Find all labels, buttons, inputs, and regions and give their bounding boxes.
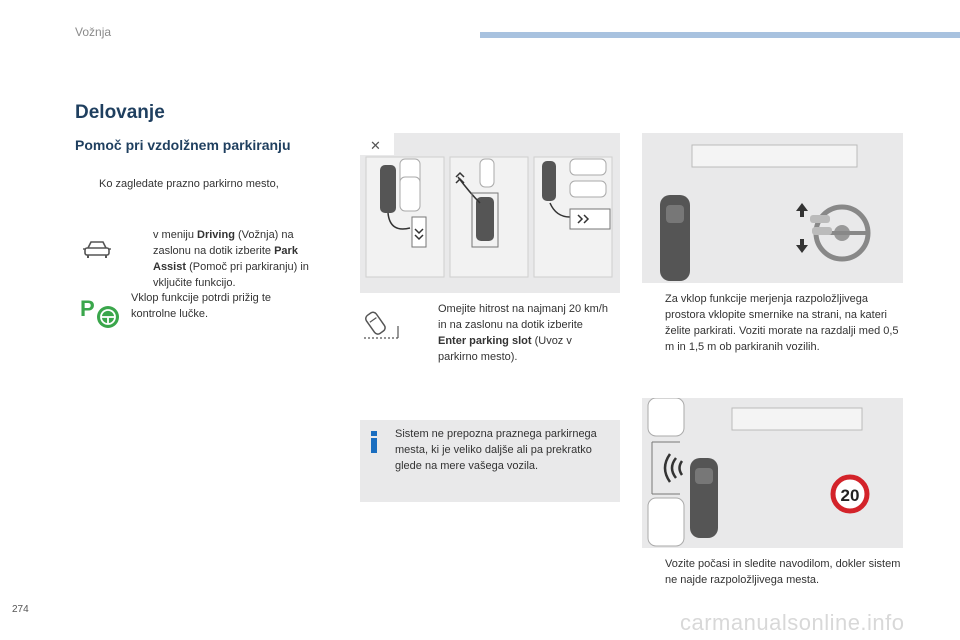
speed-sign-value: 20 bbox=[840, 486, 860, 505]
close-icon: ✕ bbox=[370, 139, 381, 154]
info-text: Sistem ne prepozna praznega parkirnega mesta, ki je veliko daljše ali pa prekratko glede na mere vašega vozila. bbox=[395, 428, 597, 472]
step-5-text: Vozite počasi in sledite navodilom, dokler sistem ne najde razpoložljivega mesta. bbox=[665, 558, 901, 586]
menu-enter-parking-slot: Enter parking slot bbox=[438, 335, 532, 347]
step-2-note: Vklop funkcije potrdi prižig te kontrolne lučke. bbox=[131, 292, 272, 320]
svg-text:P: P bbox=[80, 296, 95, 321]
parking-steps-diagram bbox=[360, 133, 620, 293]
car-menu-icon bbox=[82, 238, 112, 265]
page-title: Delovanje bbox=[75, 102, 165, 123]
menu-driving: Driving bbox=[197, 229, 235, 241]
watermark: carmanualsonline.info bbox=[680, 610, 905, 635]
parking-sensor-icon bbox=[362, 310, 404, 347]
header-bar bbox=[480, 32, 960, 38]
park-assist-warning-icon bbox=[80, 296, 122, 335]
section-header: Vožnja bbox=[75, 25, 112, 39]
step-1-text: Ko zagledate prazno parkirno mesto, bbox=[99, 178, 279, 190]
step-4-text: Za vklop funkcije merjenja razpoložljivega prostora vklopite smernike na strani, na kateri želite parkirati. Voziti morate na razdalji med 0,5 m in 1,5 m ob parkiranih vozilih. bbox=[665, 293, 899, 353]
turn-signal-diagram bbox=[642, 133, 903, 283]
sensor-scan-diagram bbox=[642, 398, 903, 548]
step-2-text: v meniju Driving (Vožnja) na zaslonu na dotik izberite Park Assist (Pomoč pri parkiranju) in vključite funkcijo. bbox=[153, 229, 309, 289]
info-icon bbox=[366, 430, 382, 454]
info-box bbox=[360, 420, 620, 502]
page-number: 274 bbox=[12, 604, 29, 615]
section-subtitle: Pomoč pri vzdolžnem parkiranju bbox=[75, 137, 291, 153]
menu-park-assist: Park Assist bbox=[153, 245, 298, 273]
step-3-text: Omejite hitrost na najmanj 20 km/h in na zaslonu na dotik izberite Enter parking slot (Uvoz v parkirno mesto). bbox=[438, 303, 608, 363]
